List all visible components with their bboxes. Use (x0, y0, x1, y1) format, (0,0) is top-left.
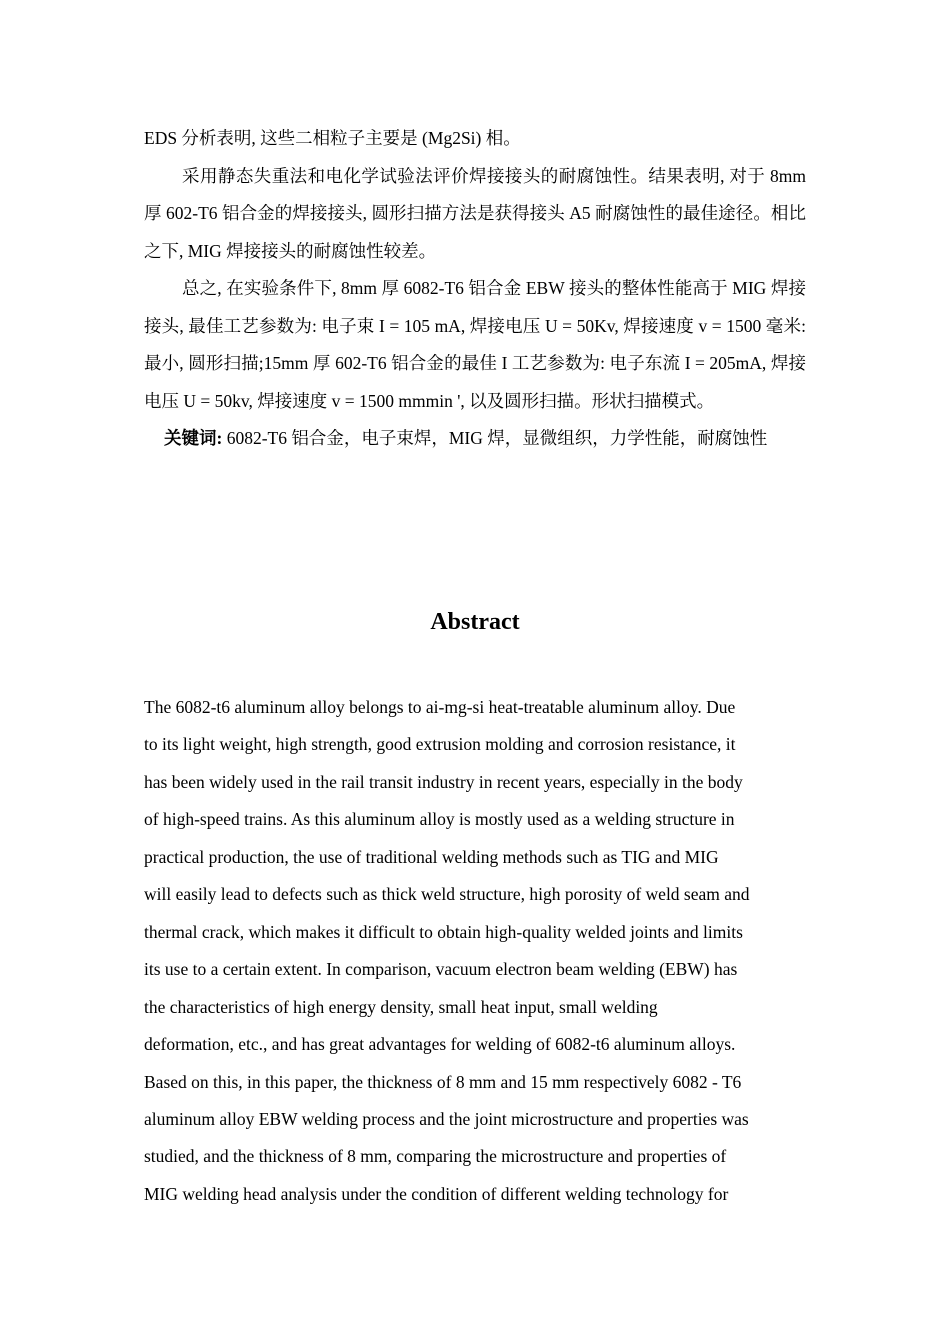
cn-keywords (144, 420, 806, 458)
abstract-line: deformation, etc., and has great advantages for welding of 6082-t6 aluminum alloys. (144, 1034, 736, 1055)
abstract-line: MIG welding head analysis under the condition of different welding technology for (144, 1183, 729, 1204)
abstract-line: to its light weight, high strength, good extrusion molding and corrosion resistance, it (144, 734, 736, 755)
abstract-line: has been widely used in the rail transit industry in recent years, especially in the body (144, 771, 743, 792)
abstract-line: of high-speed trains. As this aluminum alloy is mostly used as a welding structure in (144, 809, 735, 830)
cn-paragraph-eds: EDS 分析表明, 这些二相粒子主要是 (Mg2Si) 相。 (144, 128, 521, 148)
abstract-line: practical production, the use of traditional welding methods such as TIG and MIG (144, 846, 719, 867)
cn-paragraph-corrosion: 采用静态失重法和电化学试验法评价焊接接头的耐腐蚀性。结果表明, 对于 8mm 厚 602-T6 铝合金的焊接接头, 圆形扫描方法是获得接头 A5 耐腐蚀性的最佳途径。相比之下, MIG 焊接接头的耐腐蚀性较差。 (144, 165, 806, 261)
abstract-line: studied, and the thickness of 8 mm, comparing the microstructure and properties of (144, 1146, 727, 1167)
abstract-line: its use to a certain extent. In comparison, vacuum electron beam welding (EBW) has (144, 959, 738, 980)
abstract-line: will easily lead to defects such as thick weld structure, high porosity of weld seam and (144, 884, 750, 905)
chinese-abstract (144, 120, 806, 458)
keywords-text: 6082-T6 铝合金，电子束焊，MIG 焊，显微组织，力学性能，耐腐蚀性 (222, 428, 768, 448)
abstract-line: Based on this, in this paper, the thickness of 8 mm and 15 mm respectively 6082 - T6 (144, 1071, 742, 1092)
abstract-line: The 6082-t6 aluminum alloy belongs to ai-mg-si heat-treatable aluminum alloy. Due (144, 697, 736, 717)
abstract-heading: Abstract (430, 609, 520, 635)
keywords-label: 关键词: (164, 428, 223, 448)
abstract-line: the characteristics of high energy density, small heat input, small welding (144, 996, 658, 1017)
abstract-line: thermal crack, which makes it difficult to obtain high-quality welded joints and limits (144, 921, 743, 942)
abstract-line: aluminum alloy EBW welding process and the joint microstructure and properties was (144, 1108, 749, 1129)
cn-paragraph-conclusion: 总之, 在实验条件下, 8mm 厚 6082-T6 铝合金 EBW 接头的整体性能高于 MIG 焊接接头, 最佳工艺参数为: 电子束 I = 105 mA, 焊接电压 U = 50Kv, 焊接速度 v = 1500 毫米: 最小, 圆形扫描;15mm 厚 602-T6 铝合金的最佳 I 工艺参数为: 电子东流 I = 205mA, 焊接电压 U = 50kv, 焊接速度 v = 1500 mmmin ', 以及圆形扫描。形状扫描模式。 (144, 278, 806, 411)
english-abstract (144, 689, 808, 1213)
